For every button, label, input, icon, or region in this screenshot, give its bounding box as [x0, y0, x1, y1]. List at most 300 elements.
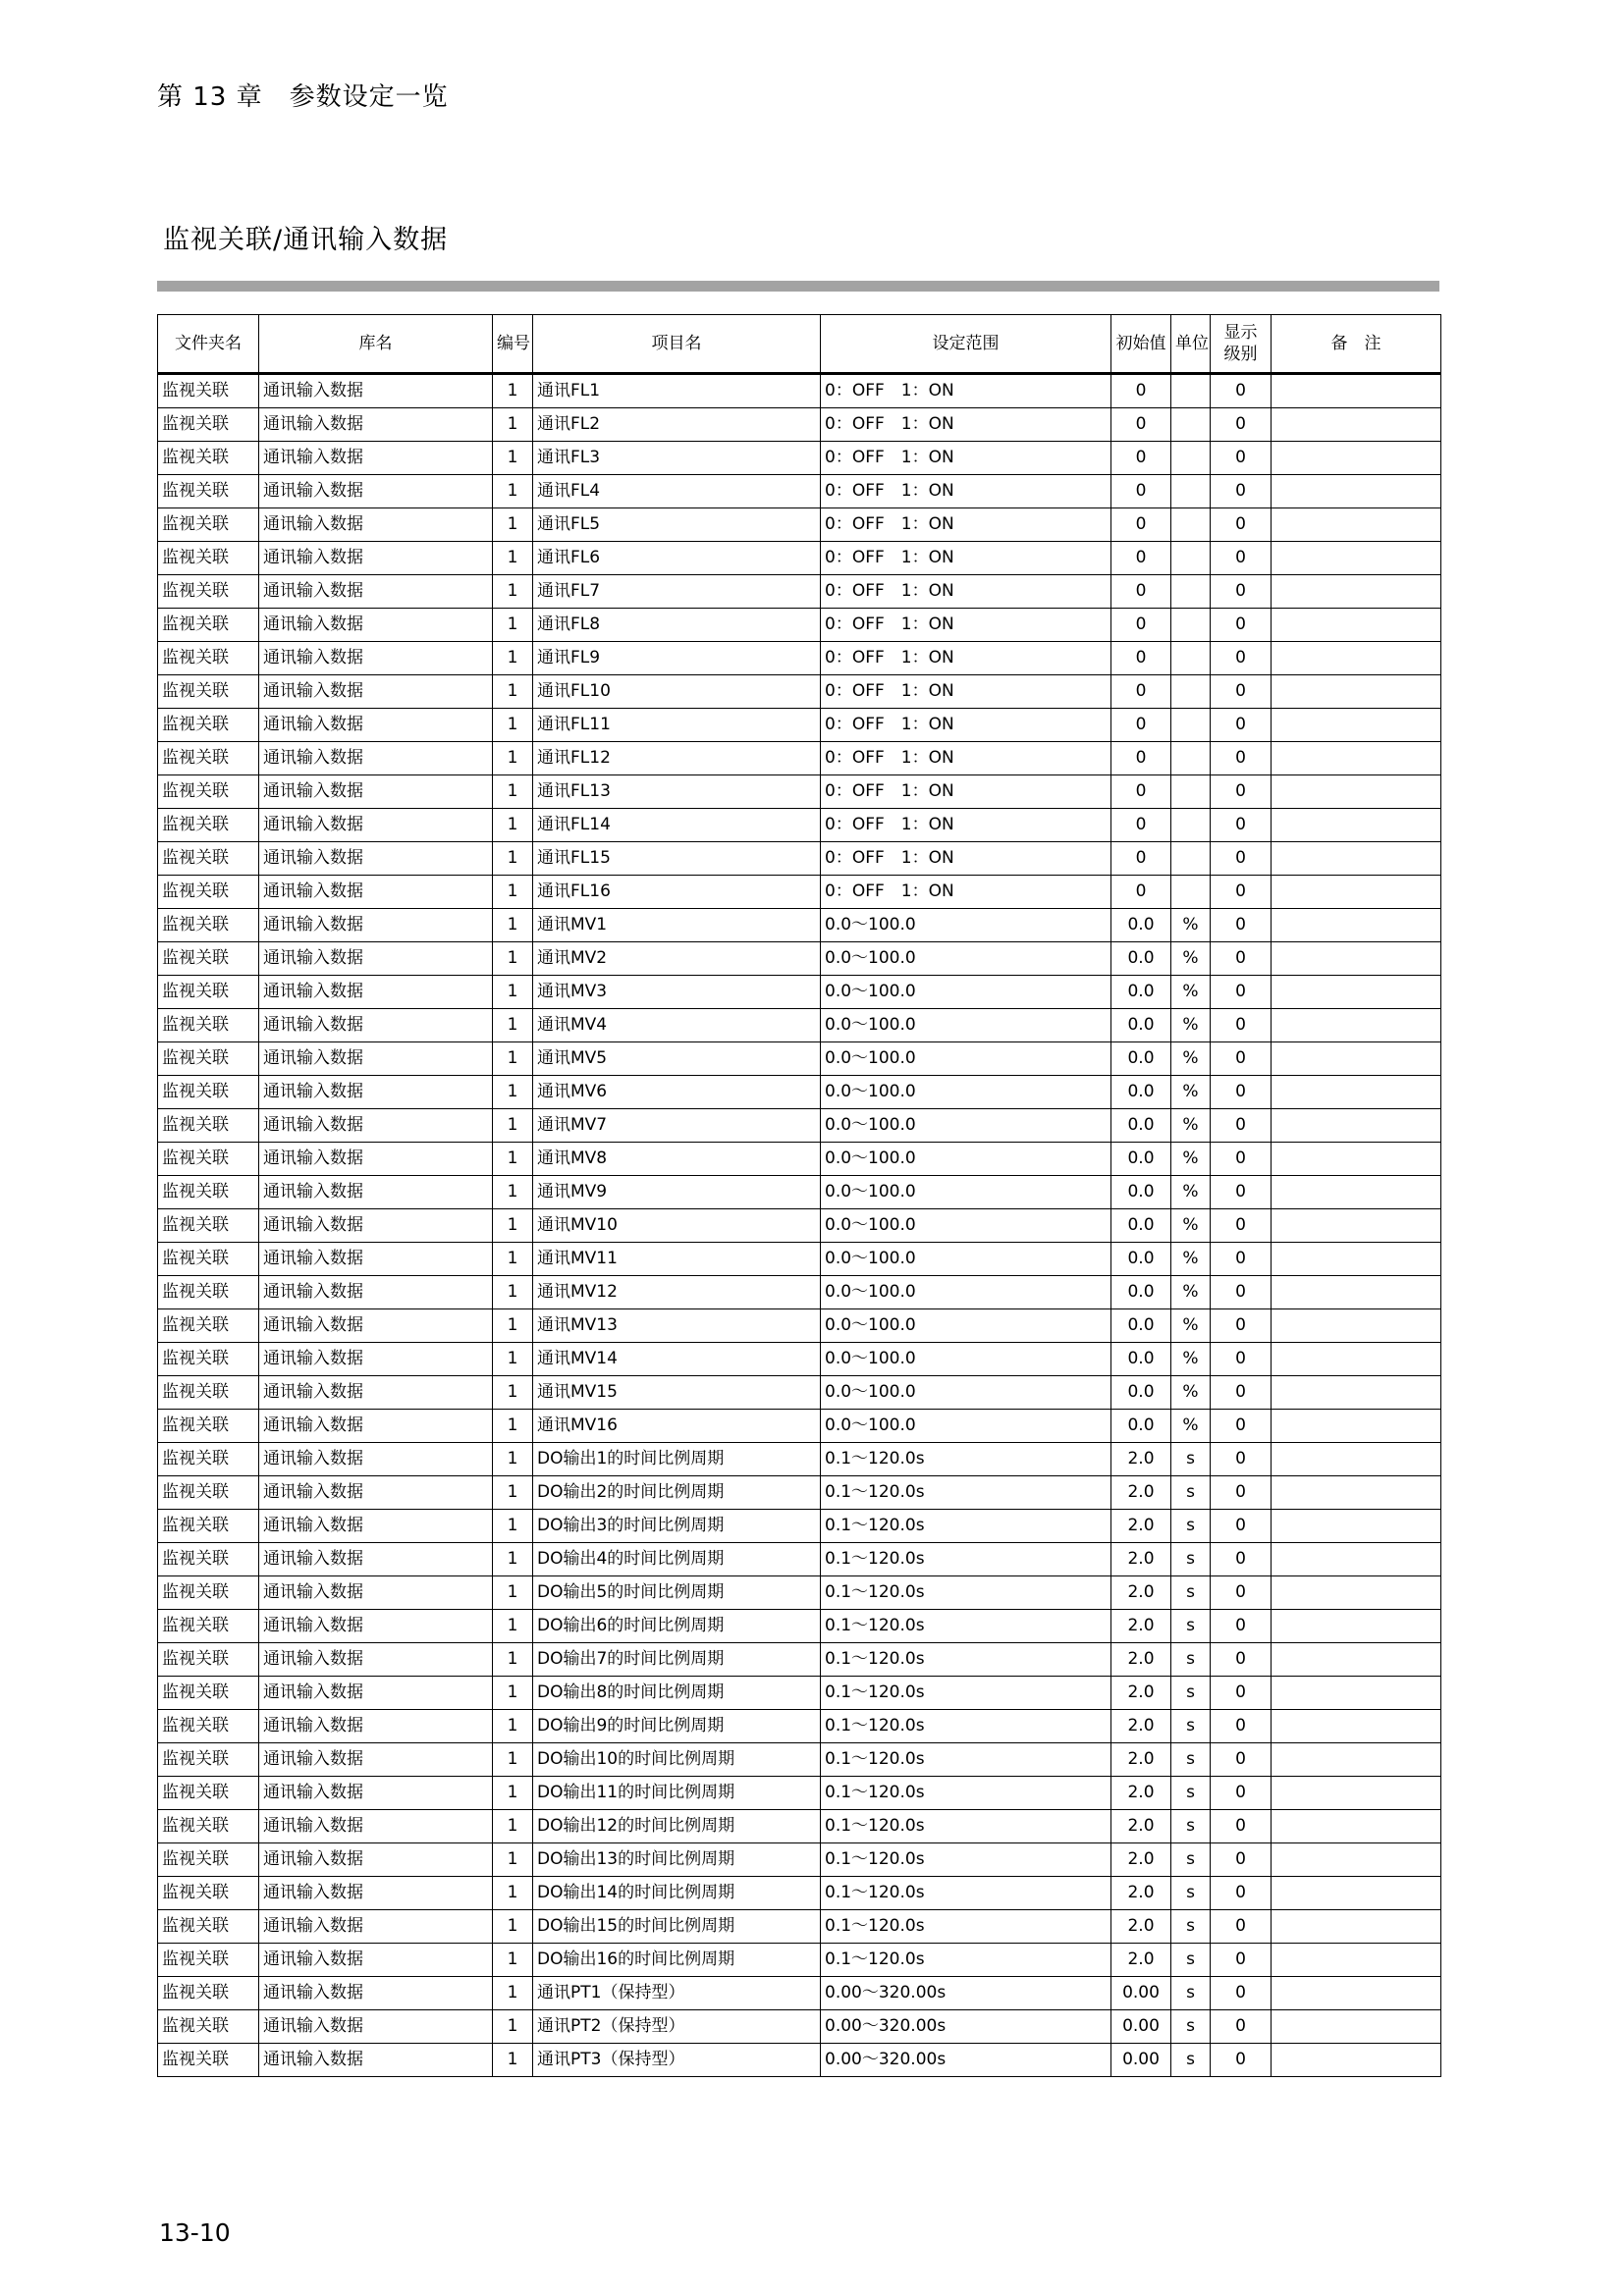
cell-initial: 2.0 [1111, 1643, 1171, 1677]
cell-item: 通讯FL16 [533, 876, 821, 909]
cell-item: DO输出7的时间比例周期 [533, 1643, 821, 1677]
cell-folder: 监视关联 [158, 1877, 259, 1910]
cell-library: 通讯输入数据 [259, 1543, 493, 1576]
cell-remarks [1272, 1743, 1441, 1777]
cell-number: 1 [493, 1910, 533, 1944]
cell-library: 通讯输入数据 [259, 1243, 493, 1276]
cell-remarks [1272, 1109, 1441, 1143]
cell-initial: 0 [1111, 508, 1171, 542]
cell-library: 通讯输入数据 [259, 1910, 493, 1944]
cell-range: 0.1～120.0s [821, 1576, 1111, 1610]
table-header-row [158, 315, 1441, 374]
cell-unit [1171, 876, 1211, 909]
cell-unit: % [1171, 1209, 1211, 1243]
cell-remarks [1272, 1476, 1441, 1510]
cell-range: 0.1～120.0s [821, 1743, 1111, 1777]
cell-level: 0 [1211, 1677, 1272, 1710]
cell-item: 通讯MV16 [533, 1410, 821, 1443]
header-item: 项目名 [533, 315, 821, 374]
cell-folder: 监视关联 [158, 1476, 259, 1510]
table-row [158, 1877, 1441, 1910]
cell-unit [1171, 609, 1211, 642]
cell-number: 1 [493, 1176, 533, 1209]
cell-remarks [1272, 1009, 1441, 1042]
table-row [158, 1009, 1441, 1042]
cell-range: 0：OFF 1：ON [821, 475, 1111, 508]
cell-number: 1 [493, 1376, 533, 1410]
cell-library: 通讯输入数据 [259, 976, 493, 1009]
cell-remarks [1272, 1777, 1441, 1810]
cell-range: 0：OFF 1：ON [821, 442, 1111, 475]
cell-library: 通讯输入数据 [259, 2010, 493, 2044]
cell-item: 通讯FL14 [533, 809, 821, 842]
cell-library: 通讯输入数据 [259, 809, 493, 842]
cell-unit: s [1171, 1777, 1211, 1810]
cell-range: 0.0～100.0 [821, 942, 1111, 976]
cell-library: 通讯输入数据 [259, 1343, 493, 1376]
cell-unit: s [1171, 1810, 1211, 1843]
cell-number: 1 [493, 1510, 533, 1543]
table-row [158, 1677, 1441, 1710]
cell-level: 0 [1211, 1076, 1272, 1109]
cell-initial: 0 [1111, 475, 1171, 508]
cell-initial: 2.0 [1111, 1710, 1171, 1743]
cell-remarks [1272, 1810, 1441, 1843]
cell-initial: 0 [1111, 642, 1171, 675]
cell-remarks [1272, 1343, 1441, 1376]
cell-remarks [1272, 374, 1441, 408]
table-row [158, 1643, 1441, 1677]
cell-unit [1171, 842, 1211, 876]
cell-unit: s [1171, 1677, 1211, 1710]
table-row [158, 942, 1441, 976]
cell-initial: 2.0 [1111, 1543, 1171, 1576]
cell-level: 0 [1211, 976, 1272, 1009]
cell-folder: 监视关联 [158, 942, 259, 976]
cell-range: 0：OFF 1：ON [821, 374, 1111, 408]
cell-folder: 监视关联 [158, 1009, 259, 1042]
table-row [158, 475, 1441, 508]
cell-unit: % [1171, 1410, 1211, 1443]
cell-initial: 0 [1111, 542, 1171, 575]
cell-item: DO输出12的时间比例周期 [533, 1810, 821, 1843]
cell-library: 通讯输入数据 [259, 1410, 493, 1443]
cell-item: 通讯FL4 [533, 475, 821, 508]
cell-remarks [1272, 876, 1441, 909]
cell-folder: 监视关联 [158, 1343, 259, 1376]
cell-folder: 监视关联 [158, 2010, 259, 2044]
cell-range: 0.1～120.0s [821, 1843, 1111, 1877]
cell-unit: s [1171, 2044, 1211, 2077]
cell-initial: 2.0 [1111, 1610, 1171, 1643]
cell-library: 通讯输入数据 [259, 1777, 493, 1810]
cell-unit: % [1171, 1309, 1211, 1343]
cell-unit: s [1171, 1910, 1211, 1944]
cell-level: 0 [1211, 1243, 1272, 1276]
cell-number: 1 [493, 1810, 533, 1843]
cell-range: 0.00～320.00s [821, 1977, 1111, 2010]
cell-number: 1 [493, 1877, 533, 1910]
cell-initial: 2.0 [1111, 1576, 1171, 1610]
cell-folder: 监视关联 [158, 1810, 259, 1843]
table-body [158, 374, 1441, 2077]
cell-library: 通讯输入数据 [259, 1944, 493, 1977]
cell-unit [1171, 809, 1211, 842]
cell-folder: 监视关联 [158, 1910, 259, 1944]
cell-range: 0：OFF 1：ON [821, 609, 1111, 642]
cell-level: 0 [1211, 1009, 1272, 1042]
cell-range: 0.0～100.0 [821, 1042, 1111, 1076]
cell-library: 通讯输入数据 [259, 1209, 493, 1243]
cell-folder: 监视关联 [158, 1376, 259, 1410]
cell-library: 通讯输入数据 [259, 642, 493, 675]
cell-item: 通讯FL2 [533, 408, 821, 442]
table-row [158, 1309, 1441, 1343]
cell-number: 1 [493, 1343, 533, 1376]
cell-range: 0.00～320.00s [821, 2010, 1111, 2044]
cell-item: DO输出6的时间比例周期 [533, 1610, 821, 1643]
cell-library: 通讯输入数据 [259, 1977, 493, 2010]
table-row [158, 976, 1441, 1009]
cell-level: 0 [1211, 1910, 1272, 1944]
cell-number: 1 [493, 1276, 533, 1309]
cell-library: 通讯输入数据 [259, 1843, 493, 1877]
table-row [158, 1343, 1441, 1376]
cell-folder: 监视关联 [158, 1610, 259, 1643]
cell-range: 0.00～320.00s [821, 2044, 1111, 2077]
cell-item: DO输出5的时间比例周期 [533, 1576, 821, 1610]
cell-unit: s [1171, 1443, 1211, 1476]
table-row [158, 1143, 1441, 1176]
cell-number: 1 [493, 1677, 533, 1710]
cell-library: 通讯输入数据 [259, 1610, 493, 1643]
table-row [158, 909, 1441, 942]
cell-initial: 0.0 [1111, 1209, 1171, 1243]
cell-library: 通讯输入数据 [259, 374, 493, 408]
cell-initial: 2.0 [1111, 1910, 1171, 1944]
cell-level: 0 [1211, 1643, 1272, 1677]
table-row [158, 1810, 1441, 1843]
cell-level: 0 [1211, 1276, 1272, 1309]
cell-range: 0：OFF 1：ON [821, 508, 1111, 542]
cell-initial: 0.0 [1111, 1076, 1171, 1109]
cell-item: DO输出4的时间比例周期 [533, 1543, 821, 1576]
cell-folder: 监视关联 [158, 1944, 259, 1977]
cell-folder: 监视关联 [158, 1309, 259, 1343]
cell-number: 1 [493, 1209, 533, 1243]
table-row [158, 609, 1441, 642]
cell-item: 通讯MV6 [533, 1076, 821, 1109]
cell-unit: % [1171, 976, 1211, 1009]
cell-unit [1171, 709, 1211, 742]
cell-range: 0：OFF 1：ON [821, 575, 1111, 609]
cell-item: 通讯FL3 [533, 442, 821, 475]
cell-remarks [1272, 2044, 1441, 2077]
header-range: 设定范围 [821, 315, 1111, 374]
cell-level: 0 [1211, 1410, 1272, 1443]
cell-folder: 监视关联 [158, 1042, 259, 1076]
cell-item: 通讯MV5 [533, 1042, 821, 1076]
cell-range: 0：OFF 1：ON [821, 842, 1111, 876]
cell-initial: 0.0 [1111, 1410, 1171, 1443]
cell-folder: 监视关联 [158, 1977, 259, 2010]
cell-number: 1 [493, 1443, 533, 1476]
cell-unit: % [1171, 1009, 1211, 1042]
cell-library: 通讯输入数据 [259, 1743, 493, 1777]
cell-library: 通讯输入数据 [259, 1877, 493, 1910]
table-row [158, 675, 1441, 709]
cell-unit: s [1171, 1643, 1211, 1677]
cell-folder: 监视关联 [158, 1576, 259, 1610]
cell-item: 通讯FL11 [533, 709, 821, 742]
cell-initial: 0 [1111, 408, 1171, 442]
cell-initial: 0 [1111, 609, 1171, 642]
cell-library: 通讯输入数据 [259, 1476, 493, 1510]
cell-level: 0 [1211, 842, 1272, 876]
cell-folder: 监视关联 [158, 842, 259, 876]
cell-folder: 监视关联 [158, 374, 259, 408]
cell-initial: 0.0 [1111, 942, 1171, 976]
cell-item: 通讯MV10 [533, 1209, 821, 1243]
cell-unit: % [1171, 1276, 1211, 1309]
cell-unit [1171, 742, 1211, 775]
cell-folder: 监视关联 [158, 1710, 259, 1743]
cell-unit [1171, 408, 1211, 442]
cell-remarks [1272, 575, 1441, 609]
cell-remarks [1272, 809, 1441, 842]
cell-item: DO输出13的时间比例周期 [533, 1843, 821, 1877]
header-initial: 初始值 [1111, 315, 1171, 374]
cell-number: 1 [493, 1610, 533, 1643]
cell-number: 1 [493, 374, 533, 408]
cell-initial: 0 [1111, 442, 1171, 475]
cell-level: 0 [1211, 1710, 1272, 1743]
header-remarks: 备 注 [1272, 315, 1441, 374]
cell-initial: 0.0 [1111, 1009, 1171, 1042]
cell-folder: 监视关联 [158, 1443, 259, 1476]
cell-library: 通讯输入数据 [259, 2044, 493, 2077]
cell-level: 0 [1211, 1042, 1272, 1076]
cell-initial: 2.0 [1111, 1944, 1171, 1977]
cell-remarks [1272, 976, 1441, 1009]
cell-number: 1 [493, 1309, 533, 1343]
cell-initial: 0 [1111, 876, 1171, 909]
cell-unit: s [1171, 1743, 1211, 1777]
cell-level: 0 [1211, 1443, 1272, 1476]
cell-unit [1171, 442, 1211, 475]
cell-initial: 0.0 [1111, 1109, 1171, 1143]
table-row [158, 408, 1441, 442]
cell-library: 通讯输入数据 [259, 1677, 493, 1710]
cell-unit: s [1171, 1710, 1211, 1743]
cell-folder: 监视关联 [158, 1176, 259, 1209]
cell-library: 通讯输入数据 [259, 709, 493, 742]
cell-range: 0：OFF 1：ON [821, 408, 1111, 442]
cell-library: 通讯输入数据 [259, 609, 493, 642]
cell-item: 通讯MV15 [533, 1376, 821, 1410]
cell-remarks [1272, 1376, 1441, 1410]
cell-range: 0.1～120.0s [821, 1643, 1111, 1677]
cell-range: 0.1～120.0s [821, 1877, 1111, 1910]
cell-range: 0.0～100.0 [821, 1276, 1111, 1309]
cell-unit: % [1171, 1109, 1211, 1143]
cell-remarks [1272, 1042, 1441, 1076]
header-unit: 单位 [1171, 315, 1211, 374]
cell-level: 0 [1211, 1510, 1272, 1543]
cell-remarks [1272, 408, 1441, 442]
cell-unit [1171, 575, 1211, 609]
cell-unit: % [1171, 1076, 1211, 1109]
cell-unit [1171, 374, 1211, 408]
cell-initial: 0 [1111, 709, 1171, 742]
cell-number: 1 [493, 508, 533, 542]
cell-range: 0：OFF 1：ON [821, 876, 1111, 909]
cell-remarks [1272, 1510, 1441, 1543]
table-row [158, 1243, 1441, 1276]
cell-number: 1 [493, 876, 533, 909]
table-row [158, 542, 1441, 575]
cell-range: 0.0～100.0 [821, 1343, 1111, 1376]
cell-item: 通讯FL13 [533, 775, 821, 809]
cell-level: 0 [1211, 609, 1272, 642]
cell-folder: 监视关联 [158, 1677, 259, 1710]
cell-unit [1171, 775, 1211, 809]
table-row [158, 842, 1441, 876]
cell-range: 0：OFF 1：ON [821, 809, 1111, 842]
cell-remarks [1272, 1309, 1441, 1343]
cell-number: 1 [493, 642, 533, 675]
cell-item: 通讯MV2 [533, 942, 821, 976]
cell-unit: s [1171, 1843, 1211, 1877]
section-divider [157, 281, 1439, 292]
cell-library: 通讯输入数据 [259, 1810, 493, 1843]
cell-level: 0 [1211, 775, 1272, 809]
cell-initial: 0.0 [1111, 1176, 1171, 1209]
cell-initial: 0 [1111, 742, 1171, 775]
cell-library: 通讯输入数据 [259, 408, 493, 442]
cell-range: 0.1～120.0s [821, 1677, 1111, 1710]
cell-level: 0 [1211, 374, 1272, 408]
cell-initial: 2.0 [1111, 1810, 1171, 1843]
table-row [158, 575, 1441, 609]
table-row [158, 1042, 1441, 1076]
cell-library: 通讯输入数据 [259, 1309, 493, 1343]
cell-initial: 0.00 [1111, 2010, 1171, 2044]
cell-unit: % [1171, 1042, 1211, 1076]
table-row [158, 775, 1441, 809]
cell-number: 1 [493, 475, 533, 508]
cell-initial: 2.0 [1111, 1443, 1171, 1476]
cell-library: 通讯输入数据 [259, 475, 493, 508]
cell-folder: 监视关联 [158, 1743, 259, 1777]
table-row [158, 1276, 1441, 1309]
cell-number: 1 [493, 809, 533, 842]
table-row [158, 374, 1441, 408]
cell-initial: 0.0 [1111, 976, 1171, 1009]
table-row [158, 1476, 1441, 1510]
cell-range: 0.1～120.0s [821, 1610, 1111, 1643]
header-level-line2: 级别 [1223, 345, 1258, 364]
cell-level: 0 [1211, 642, 1272, 675]
cell-item: DO输出2的时间比例周期 [533, 1476, 821, 1510]
cell-folder: 监视关联 [158, 1543, 259, 1576]
cell-item: 通讯MV9 [533, 1176, 821, 1209]
cell-number: 1 [493, 1109, 533, 1143]
cell-number: 1 [493, 2010, 533, 2044]
cell-folder: 监视关联 [158, 742, 259, 775]
cell-number: 1 [493, 609, 533, 642]
table-row [158, 1843, 1441, 1877]
cell-number: 1 [493, 1042, 533, 1076]
cell-folder: 监视关联 [158, 1276, 259, 1309]
cell-library: 通讯输入数据 [259, 1076, 493, 1109]
cell-level: 0 [1211, 1109, 1272, 1143]
cell-remarks [1272, 775, 1441, 809]
table-row [158, 508, 1441, 542]
cell-remarks [1272, 842, 1441, 876]
cell-number: 1 [493, 1410, 533, 1443]
header-level [1211, 315, 1272, 374]
cell-level: 0 [1211, 876, 1272, 909]
cell-folder: 监视关联 [158, 408, 259, 442]
cell-item: 通讯FL6 [533, 542, 821, 575]
table-row [158, 2044, 1441, 2077]
cell-folder: 监视关联 [158, 642, 259, 675]
cell-level: 0 [1211, 1543, 1272, 1576]
cell-level: 0 [1211, 1343, 1272, 1376]
table-row [158, 1777, 1441, 1810]
cell-range: 0.1～120.0s [821, 1476, 1111, 1510]
cell-number: 1 [493, 408, 533, 442]
cell-unit: % [1171, 1343, 1211, 1376]
cell-range: 0.1～120.0s [821, 1910, 1111, 1944]
cell-folder: 监视关联 [158, 1777, 259, 1810]
cell-level: 0 [1211, 909, 1272, 942]
cell-folder: 监视关联 [158, 1143, 259, 1176]
cell-initial: 0.0 [1111, 1376, 1171, 1410]
cell-item: 通讯FL1 [533, 374, 821, 408]
table-row [158, 1576, 1441, 1610]
cell-range: 0.0～100.0 [821, 1376, 1111, 1410]
cell-number: 1 [493, 1743, 533, 1777]
cell-initial: 2.0 [1111, 1476, 1171, 1510]
table-row [158, 1076, 1441, 1109]
cell-item: DO输出10的时间比例周期 [533, 1743, 821, 1777]
cell-level: 0 [1211, 1877, 1272, 1910]
cell-initial: 0 [1111, 775, 1171, 809]
cell-item: DO输出14的时间比例周期 [533, 1877, 821, 1910]
cell-unit: % [1171, 942, 1211, 976]
table-row [158, 742, 1441, 775]
section-title: 监视关联/通讯输入数据 [163, 225, 449, 255]
cell-level: 0 [1211, 1143, 1272, 1176]
cell-folder: 监视关联 [158, 575, 259, 609]
cell-range: 0.0～100.0 [821, 1009, 1111, 1042]
cell-number: 1 [493, 1977, 533, 2010]
cell-level: 0 [1211, 742, 1272, 775]
cell-range: 0：OFF 1：ON [821, 742, 1111, 775]
cell-initial: 0.0 [1111, 1309, 1171, 1343]
cell-unit: % [1171, 1243, 1211, 1276]
cell-range: 0.0～100.0 [821, 1309, 1111, 1343]
cell-initial: 0.0 [1111, 1243, 1171, 1276]
cell-number: 1 [493, 1944, 533, 1977]
cell-initial: 0.0 [1111, 1042, 1171, 1076]
cell-folder: 监视关联 [158, 1843, 259, 1877]
cell-library: 通讯输入数据 [259, 542, 493, 575]
cell-unit: % [1171, 1143, 1211, 1176]
cell-item: 通讯MV3 [533, 976, 821, 1009]
